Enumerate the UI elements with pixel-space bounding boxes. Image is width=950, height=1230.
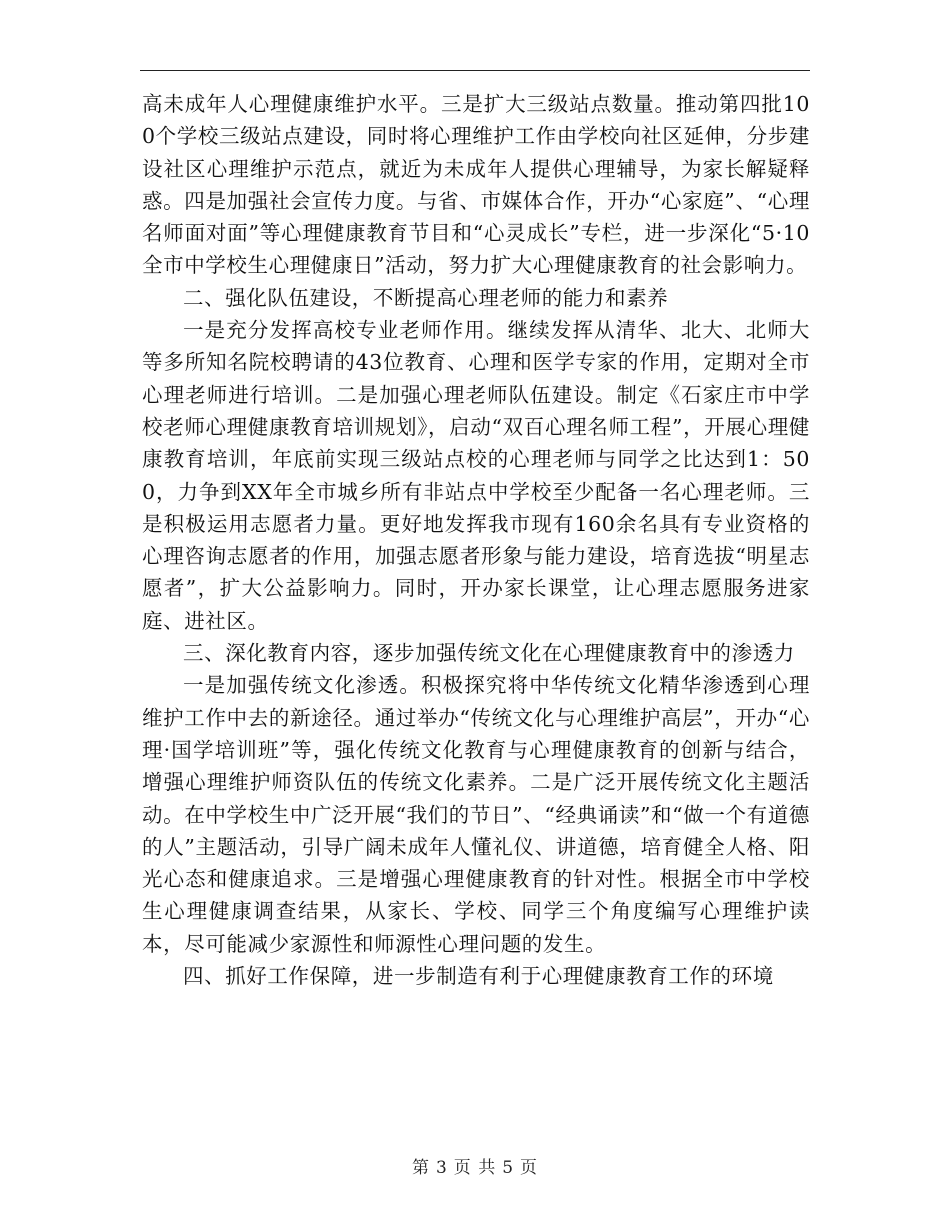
footer-suffix: 页 — [520, 1158, 539, 1178]
section-heading-4: 四、抓好工作保障，进一步制造有利于心理健康教育工作的环境 — [183, 964, 774, 989]
section-heading-2: 二、强化队伍建设，不断提高心理老师的能力和素养 — [183, 285, 669, 310]
paragraph-continuation: 高未成年人心理健康维护水平。三是扩大三级站点数量。推动第四批100个学校三级站点建设，同时将心理维护工作由学校向社区延伸，分步建设社区心理维护示范点，就近为未成年人提供心理辅导，为家长解疑释惑。四是加强社会宣传力度。与省、市媒体合作，开办“心家庭”、“心理名师面对面”等心理健康教育节目和“心灵成长”专栏，进一步深化“5·10全市中学校生心理健康日”活动，努力扩大心理健康教育的社会影响力。 — [142, 92, 810, 278]
footer-total-pages: 5 — [502, 1158, 515, 1178]
section-heading-3: 三、深化教育内容，逐步加强传统文化在心理健康教育中的渗透力 — [183, 641, 795, 666]
footer-prefix: 第 — [411, 1158, 430, 1178]
document-body — [142, 88, 810, 992]
header-rule — [140, 70, 810, 71]
paragraph-traditional-culture: 一是加强传统文化渗透。积极探究将中华传统文化精华渗透到心理维护工作中去的新途径。通过举办“传统文化与心理维护高层”，开办“心理·国学培训班”等，强化传统文化教育与心理健康教育的创新与结合，增强心理维护师资队伍的传统文化素养。二是广泛开展传统文化主题活动。在中学校生中广泛开展“我们的节日”、“经典诵读”和“做一个有道德的人”主题活动，引导广阔未成年人懂礼仪、讲道德，培育健全人格、阳光心态和健康追求。三是增强心理健康教育的针对性。根据全市中学校生心理健康调查结果，从家长、学校、同学三个角度编写心理维护读本，尽可能减少家源性和师源性心理问题的发生。 — [142, 673, 810, 956]
paragraph-team-building: 一是充分发挥高校专业老师作用。继续发挥从清华、北大、北师大等多所知名院校聘请的43位教育、心理和医学专家的作用，定期对全市心理老师进行培训。二是加强心理老师队伍建设。制定《石家庄市中学校老师心理健康教育培训规划》，启动“双百心理名师工程”，开展心理健康教育培训，年底前实现三级站点校的心理老师与同学之比达到1：500，力争到XX年全市城乡所有非站点中学校至少配备一名心理老师。三是积极运用志愿者力量。更好地发挥我市现有160余名具有专业资格的心理咨询志愿者的作用，加强志愿者形象与能力建设，培育选拔“明星志愿者”，扩大公益影响力。同时，开办家长课堂，让心理志愿服务进家庭、进社区。 — [142, 318, 810, 633]
footer-middle: 页 共 — [453, 1158, 497, 1178]
page-number-footer — [0, 1153, 950, 1178]
footer-current-page: 3 — [435, 1158, 448, 1178]
